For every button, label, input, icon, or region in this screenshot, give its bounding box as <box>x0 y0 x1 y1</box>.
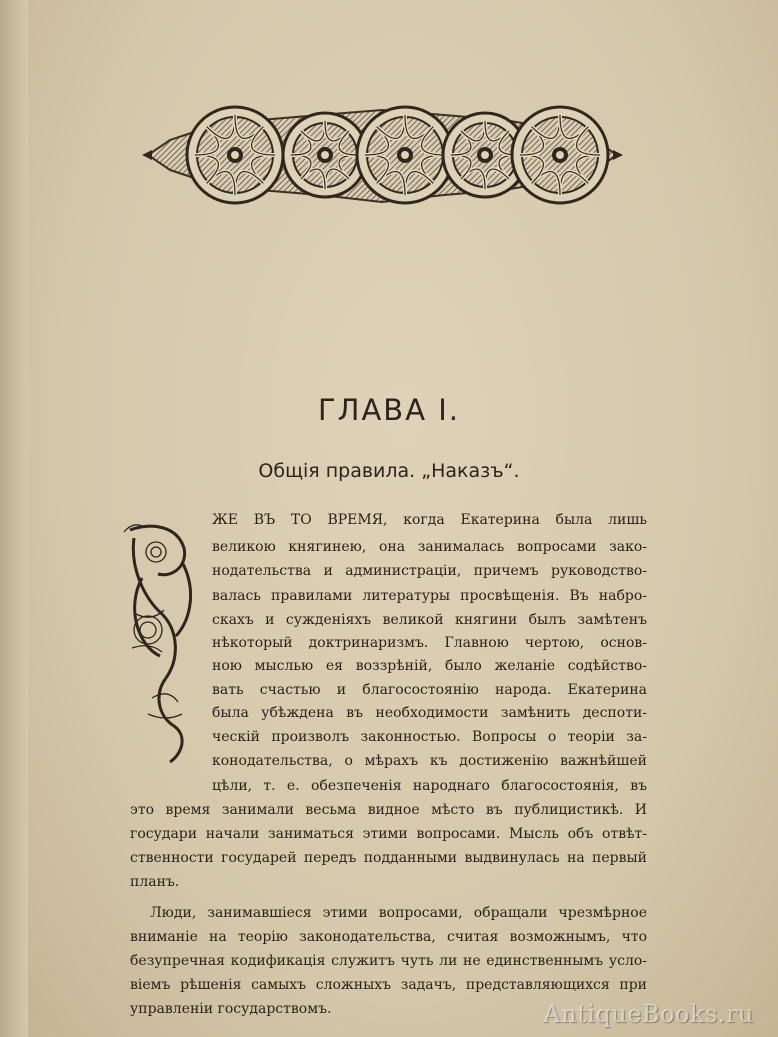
chapter-subtitle: Общія правила. „Наказъ“. <box>258 460 520 482</box>
site-watermark: AntiqueBooks.ru <box>543 1000 754 1028</box>
text-line: нѣкоторый доктринаризмъ. Главною чертою, основ- <box>212 635 647 651</box>
text-line: вать счастью и благосостоянію народа. Екатерина <box>212 682 647 698</box>
text-line: это время занимали весьма видное мѣсто въ публицистикѣ. И <box>130 802 647 818</box>
text-line: валась правилами литературы просвѣщенія. Въ набро- <box>212 588 647 604</box>
text-line: віемъ рѣшенія самыхъ сложныхъ задачъ, представляющихся при <box>130 977 647 993</box>
text-line: конодательства, о мѣрахъ къ достиженію важнѣйшей <box>212 753 647 769</box>
book-gutter <box>0 0 30 1037</box>
ornamental-headpiece <box>140 80 625 230</box>
text-line: безупречная кодификація служитъ чуть ли не единственнымъ усло- <box>130 953 647 969</box>
text-line: Люди, занимавшіеся этими вопросами, обращали чрезмѣрное <box>150 905 647 921</box>
text-line: была убѣждена въ необходимости замѣнить деспоти- <box>212 705 647 721</box>
text-line: ственности государей передъ подданными выдвинулась на первый <box>130 850 647 866</box>
text-line: ною мыслью ея воззрѣній, было желаніе содѣйство- <box>212 658 647 674</box>
text-line: планъ. <box>130 874 180 890</box>
text-line: цѣли, т. е. обезпеченія народнаго благосостоянія, въ <box>212 778 647 794</box>
text-line: вниманіе на теорію законодательства, считая возможнымъ, что <box>130 929 647 945</box>
text-line: нодательства и администраціи, причемъ руководство- <box>212 563 647 579</box>
text-line: ЖЕ ВЪ ТО ВРЕМЯ, когда Екатерина была лишь <box>212 512 647 528</box>
dropcap-ornament <box>122 518 204 768</box>
text-line: великою княгинею, она занималась вопросами зако- <box>212 539 647 555</box>
text-line: скахъ и сужденіяхъ великой княгини былъ замѣтенъ <box>212 612 647 628</box>
text-line: ческій произволъ законностью. Вопросы о теоріи за- <box>212 729 647 745</box>
text-line: государи начали заниматься этими вопросами. Мысль объ отвѣт- <box>130 826 647 842</box>
chapter-heading: ГЛАВА I. <box>317 393 461 427</box>
text-line: управленіи государствомъ. <box>130 1001 332 1017</box>
